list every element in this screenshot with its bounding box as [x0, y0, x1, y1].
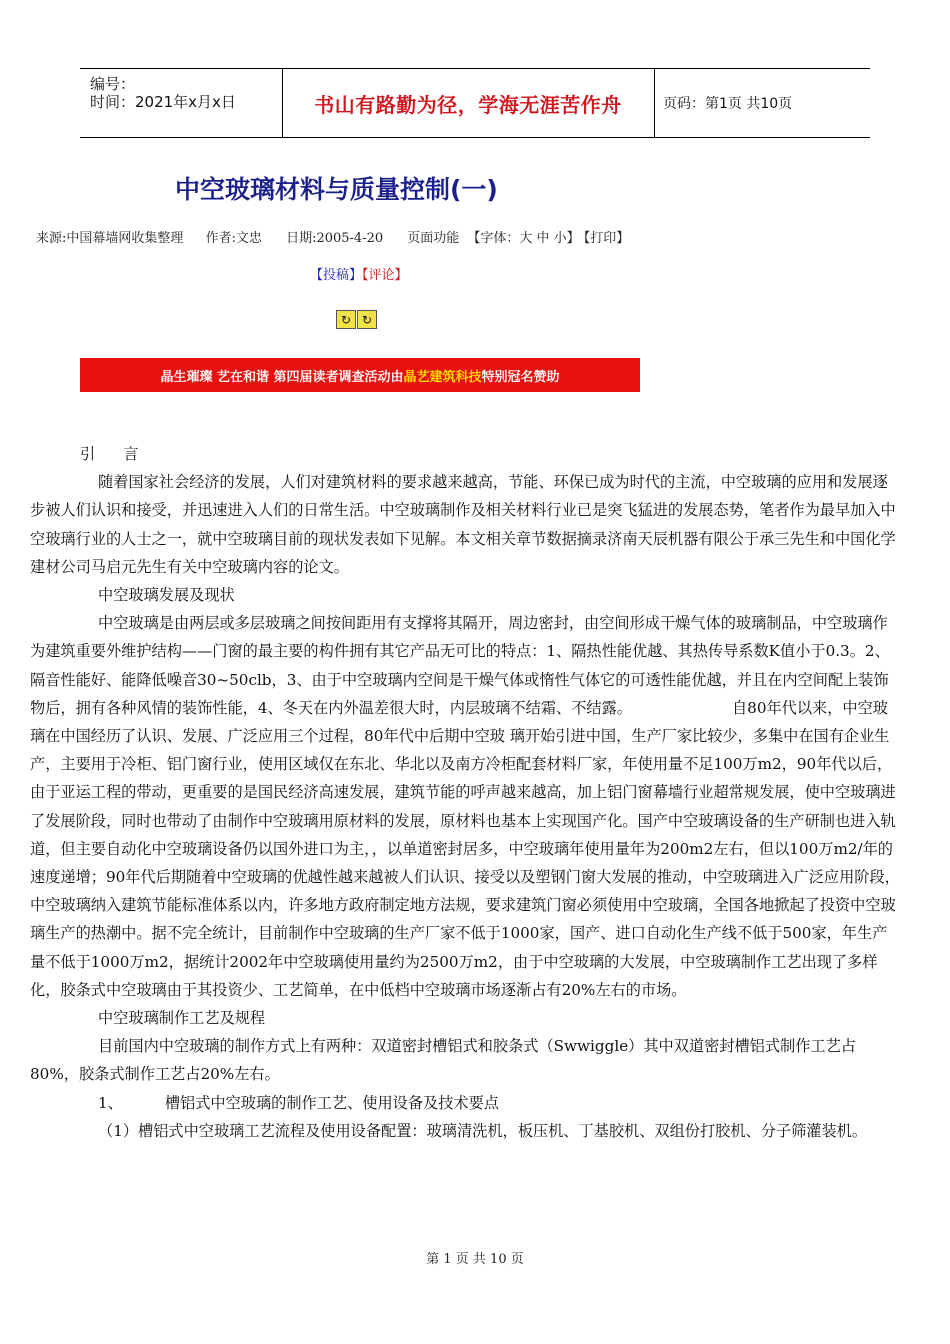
- page-info: 页码：第1页 共10页: [663, 96, 793, 112]
- paragraph: 随着国家社会经济的发展，人们对建筑材料的要求越来越高，节能、环保已成为时代的主流，中空玻璃的应用和发展逐步被人们认识和接受，并迅速进入人们的日常生活。中空玻璃制作及相关材料行业已是突飞猛进的发展态势，笔者作为最早加入中空玻璃行业的人士之一，就中空玻璃目前的现状发表如下见解。本文相关章节数据摘录济南天辰机器有限公于承三先生和中国化学建材公司马启元先生有关中空玻璃内容的论文。: [30, 473, 896, 576]
- paragraph: 目前国内中空玻璃的制作方式上有两种：双道密封槽铝式和胶条式（Swwiggle）其中双道密封槽铝式制作工艺占80%，胶条式制作工艺占20%左右。: [30, 1037, 856, 1084]
- list-item: [30, 1089, 902, 1117]
- banner-suffix: 特别冠名赞助: [481, 369, 560, 385]
- paragraph-part: 自80年代以来，中空玻璃在中国经历了认识、发展、广泛应用三个过程，80年代中后期中空玻 璃开始引进中国，生产厂家比较少，多集中在国有企业生产，主要用于冷柜、铝门窗行业，使用区域仅在东北、华北以及南方冷柜配套材料厂家，年使用量不足100万m2，90年代以后，由于亚运工程的带动，更重要的是国民经济高速发展，建筑节能的呼声越来越高，加上铝门窗幕墙行业超常规发展，使中空玻璃进了发展阶段，同时也带动了由制作中空玻璃用原材料的发展，原材料也基本上实现国产化。国产中空玻璃设备的生产研制也进入轨道，但主要自动化中空玻璃设备仍以国外进口为主，，以单道密封居多，中空玻璃年使用量年为200m2左右，但以100万m2/年的速度递增；90年代后期随着中空玻璃的优越性越来越被人们认识、接受以及塑钢门窗大发展的推动，中空玻璃进入广泛应用阶段，中空玻璃纳入建筑节能标准体系以内，许多地方政府制定地方法规，要求建筑门窗必须使用中空玻璃，全国各地掀起了投资中空玻璃生产的热潮中。据不完全统计，目前制作中空玻璃的生产厂家不低于1000家，国产、进口自动化生产线不低于500家，年生产量不低于1000万m2，据统计2002年中空玻璃使用量约为2500万m2，由于中空玻璃的大发展，中空玻璃制作工艺出现了多样化，胶条式中空玻璃由于其投资少、工艺简单，在中低档中空玻璃市场逐渐占有20%左右的市场。: [30, 698, 900, 999]
- article-title: 中空玻璃材料与质量控制(一): [175, 175, 498, 204]
- paragraph: [30, 609, 902, 1004]
- page-footer: 第 1 页 共 10 页: [426, 1252, 524, 1267]
- intro-heading: 引言: [80, 445, 167, 463]
- print-link[interactable]: 【打印】: [583, 231, 630, 246]
- meta-page-function: 页面功能: [407, 231, 460, 246]
- paragraph: （1）槽铝式中空玻璃工艺流程及使用设备配置：玻璃清洗机，板压机、丁基胶机、双组份打胶机、分子筛灌装机。: [98, 1121, 868, 1140]
- meta-author: 作者:文忠: [205, 231, 262, 246]
- paragraph-wrap: [30, 1117, 902, 1145]
- number-label: 编号：: [90, 75, 136, 93]
- motto-text: 书山有路勤为径，学海无涯苦作舟: [314, 92, 622, 117]
- article-meta: [36, 227, 633, 246]
- comment-link[interactable]: 【评论】: [362, 268, 408, 283]
- banner-text: [160, 366, 559, 385]
- paragraph-part: 中空玻璃是由两层或多层玻璃之间按间距用有支撑将其隔开，周边密封，由空间形成干燥气体的玻璃制品，中空玻璃作为建筑重要外维护结构——门窗的最主要的构件拥有其它产品无可比的特点：1、隔热性能优越、其热传导系数K值小于0.3。2、隔音性能好、能降低噪音30~50clb，3、由于中空玻璃内空间是干燥气体或惰性气体它的可透性能优越，并且在内空间配上装饰物后，拥有各种风情的装饰性能，4、冬天在内外温差很大时，内层玻璃不结霜、不结露。: [30, 614, 890, 717]
- page-info-cell: [655, 69, 870, 137]
- meta-date: 日期:2005-4-20: [286, 231, 384, 246]
- list-item-number: 1、: [98, 1093, 123, 1112]
- refresh-icon[interactable]: ↻: [357, 310, 377, 329]
- banner-highlight: 晶艺建筑科技: [403, 369, 482, 385]
- motto-cell: [282, 69, 655, 137]
- icon-group: [336, 310, 378, 329]
- refresh-icon[interactable]: ↻: [336, 310, 356, 329]
- section-heading: 中空玻璃制作工艺及规程: [98, 1009, 266, 1028]
- banner-prefix: 晶生璀璨 艺在和谐 第四届读者调查活动由: [160, 369, 404, 385]
- font-size-controls[interactable]: 【字体：大 中 小】: [467, 231, 580, 246]
- section-heading: 中空玻璃发展及现状: [98, 586, 235, 605]
- article-links: [310, 264, 408, 283]
- submit-link[interactable]: 【投稿】: [310, 268, 363, 283]
- list-item-text: 槽铝式中空玻璃的制作工艺、使用设备及技术要点: [164, 1093, 499, 1112]
- article-body: [30, 440, 902, 1145]
- meta-source: 来源:中国幕墙网收集整理: [36, 231, 184, 246]
- header-info-cell: [80, 69, 283, 137]
- document-header: [80, 68, 870, 138]
- time-label: 时间：2021年x月x日: [90, 93, 236, 111]
- sponsor-banner[interactable]: [80, 358, 640, 392]
